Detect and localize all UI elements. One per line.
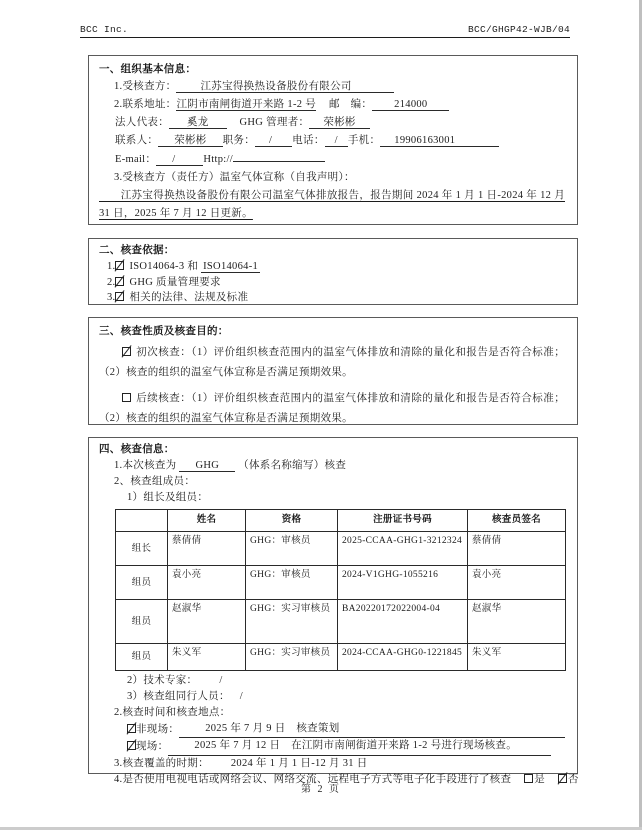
cell-cert-no: BA20220172022004-04	[338, 599, 468, 643]
verification-team-table	[115, 509, 566, 671]
onsite-label: 现场：	[136, 741, 169, 753]
header-qualification: 资格	[246, 509, 338, 531]
legal-rep-line	[115, 114, 565, 132]
checkbox-subsequent-verification	[122, 393, 131, 402]
time-place-label: 2.核查时间和核查地点：	[114, 707, 231, 719]
leader-label-line	[127, 490, 565, 506]
expert-value: /	[219, 674, 223, 686]
header-name: 姓名	[168, 509, 246, 531]
checkbox-ghg-quality	[115, 277, 124, 286]
no-label: 否	[567, 773, 579, 785]
header-company: BCC Inc.	[80, 24, 129, 35]
address-line	[114, 96, 565, 114]
ghg-manager-label: GHG 管理者：	[239, 117, 310, 128]
period-line	[114, 756, 565, 772]
cell-role: 组员	[116, 565, 168, 599]
position-value: /	[255, 135, 292, 147]
electronic-means-text: 4.是否使用电视电话或网络会议、网络交流、远程电子方式等电子化手段进行了核查	[114, 773, 512, 785]
section-verification-basis	[88, 238, 578, 305]
cell-cert-no: 2025-CCAA-GHG1-3212324	[338, 531, 468, 565]
cell-role: 组员	[116, 599, 168, 643]
members-label-line	[114, 474, 565, 490]
table-row	[116, 643, 566, 670]
contact-value: 荣彬彬	[158, 135, 222, 147]
cell-signature: 蔡倩倩	[468, 531, 566, 565]
table-row	[116, 565, 566, 599]
cell-qualification: GHG：实习审核员	[246, 599, 338, 643]
cell-name: 赵淑华	[168, 599, 246, 643]
section-organization-info	[88, 55, 578, 225]
checkbox-onsite	[127, 741, 136, 750]
subsequent-verification-paragraph	[99, 389, 565, 429]
table-row	[116, 599, 566, 643]
email-line	[115, 150, 565, 169]
verification-type-prefix: 1.本次核查为	[114, 460, 177, 471]
auditee-label: 1.受核查方：	[114, 81, 177, 92]
zip-value: 214000	[372, 99, 449, 111]
contact-line	[115, 132, 565, 150]
verification-type-line	[114, 458, 565, 474]
leader-label: 1）组长及组员：	[127, 492, 209, 504]
ghg-manager-value: 荣彬彬	[309, 117, 369, 129]
declaration-label: 3.受核查方（责任方）温室气体宣称（自我声明）：	[114, 172, 355, 183]
http-blank-underline	[233, 150, 325, 162]
cell-cert-no: 2024-V1GHG-1055216	[338, 565, 468, 599]
cell-qualification: GHG：审核员	[246, 565, 338, 599]
header-cert-no: 注册证书号码	[338, 509, 468, 531]
section4-title: 四、核查信息：	[99, 444, 175, 455]
page-number: 第 2 页	[301, 784, 341, 795]
offsite-value: 2025 年 7 月 9 日 核查策划	[179, 721, 565, 738]
cell-role: 组员	[116, 643, 168, 670]
header-role	[116, 509, 168, 531]
cell-name: 朱义军	[168, 643, 246, 670]
auditee-line	[114, 78, 565, 96]
table-row	[116, 531, 566, 565]
peer-label: 3）核查组同行人员：	[127, 690, 230, 702]
expert-line	[127, 673, 565, 689]
declaration-paragraph	[99, 187, 565, 223]
email-value: /	[156, 154, 203, 166]
peer-value: /	[239, 690, 243, 702]
checkbox-laws	[115, 292, 124, 301]
subsequent-verification-label: 后续核查：	[136, 393, 192, 404]
basis-item1-underlined: ISO14064-1	[203, 261, 259, 272]
onsite-value: 2025 年 7 月 12 日 在江阴市南闸街道开来路 1-2 号进行现场核查。	[168, 738, 551, 755]
http-label: Http://	[203, 154, 233, 165]
checkbox-initial-verification	[122, 347, 131, 356]
section1-title: 一、组织基本信息：	[99, 64, 197, 75]
initial-verification-text: （1）评价组织核查范围内的温室气体排放和清除的量化和报告是否符合标准；（2）核查的组织的温室气体宣称是否满足预期效果。	[99, 347, 566, 378]
checkbox-iso	[115, 261, 124, 270]
subsequent-verification-text: （1）评价组织核查范围内的温室气体排放和清除的量化和报告是否符合标准；（2）核查的组织的温室气体宣称是否满足预期效果。	[99, 393, 566, 424]
item-number: 3.	[107, 292, 116, 303]
document-header	[80, 24, 570, 38]
offsite-label: 非现场：	[136, 724, 180, 736]
section2-title: 二、核查依据：	[99, 245, 175, 256]
basis-item1-text: ISO14064-3 和	[129, 261, 199, 272]
cell-signature: 袁小亮	[468, 565, 566, 599]
cell-qualification: GHG：审核员	[246, 531, 338, 565]
legal-rep-value: 奚龙	[169, 117, 227, 129]
address-value: 江阴市南闸街道开来路 1-2 号	[176, 99, 317, 110]
cell-signature: 赵淑华	[468, 599, 566, 643]
phone-label: 电话：	[292, 135, 325, 146]
offsite-line	[127, 721, 565, 738]
section-verification-info	[88, 437, 579, 785]
period-label: 3.核查覆盖的时期：	[114, 757, 209, 769]
peer-line	[127, 689, 565, 705]
verification-type-suffix: （体系名称缩写）核查	[238, 460, 347, 471]
item-number: 1.	[107, 261, 116, 272]
contact-label: 联系人：	[115, 135, 159, 146]
header-signature: 核查员签名	[468, 509, 566, 531]
onsite-line	[127, 738, 551, 755]
cell-role: 组长	[116, 531, 168, 565]
yes-label: 是	[534, 773, 546, 785]
verification-type-value: GHG	[179, 460, 235, 472]
mobile-label: 手机：	[347, 135, 381, 146]
initial-verification-label: 初次核查：	[136, 347, 192, 358]
basis-item-3	[107, 290, 565, 306]
header-doc-number: BCC/GHGP42-WJB/04	[467, 24, 570, 35]
cell-name: 袁小亮	[168, 565, 246, 599]
initial-verification-paragraph	[99, 343, 565, 383]
declaration-value: 江苏宝得换热设备股份有限公司温室气体排放报告，报告期间 2024 年 1 月 1 日-2024 年 12 月 31 日，2025 年 7 月 12 日更新。	[99, 190, 565, 219]
cell-name: 蔡倩倩	[168, 531, 246, 565]
checkbox-offsite	[127, 724, 136, 733]
basis-item-1	[107, 259, 565, 275]
declaration-label-line	[114, 169, 565, 187]
period-value: 2024 年 1 月 1 日-12 月 31 日	[230, 757, 368, 769]
item-number: 2.	[107, 276, 116, 288]
section-verification-nature	[88, 317, 578, 425]
position-label: 职务：	[222, 135, 256, 146]
legal-rep-label: 法人代表：	[115, 117, 169, 128]
email-label: E-mail：	[115, 154, 157, 165]
mobile-value: 19906163001	[380, 135, 499, 147]
address-label: 2.联系地址：	[114, 99, 177, 110]
basis-item2-text: GHG 质量管理要求	[129, 276, 221, 288]
auditee-value: 江苏宝得换热设备股份有限公司	[176, 81, 393, 93]
members-label: 2、核查组成员：	[114, 476, 196, 488]
zip-label: 邮 编：	[328, 99, 373, 110]
table-header-row	[116, 509, 566, 531]
cell-qualification: GHG：实习审核员	[246, 643, 338, 670]
basis-item3-text: 相关的法律、法规及标准	[129, 292, 249, 303]
section3-title: 三、核查性质及核查目的：	[99, 326, 229, 337]
basis-item-2	[107, 275, 565, 291]
expert-label: 2）技术专家：	[127, 674, 198, 686]
cell-signature: 朱义军	[468, 643, 566, 670]
cell-cert-no: 2024-CCAA-GHG0-1221845	[338, 643, 468, 670]
phone-value: /	[325, 135, 348, 147]
time-place-label-line	[114, 705, 565, 721]
